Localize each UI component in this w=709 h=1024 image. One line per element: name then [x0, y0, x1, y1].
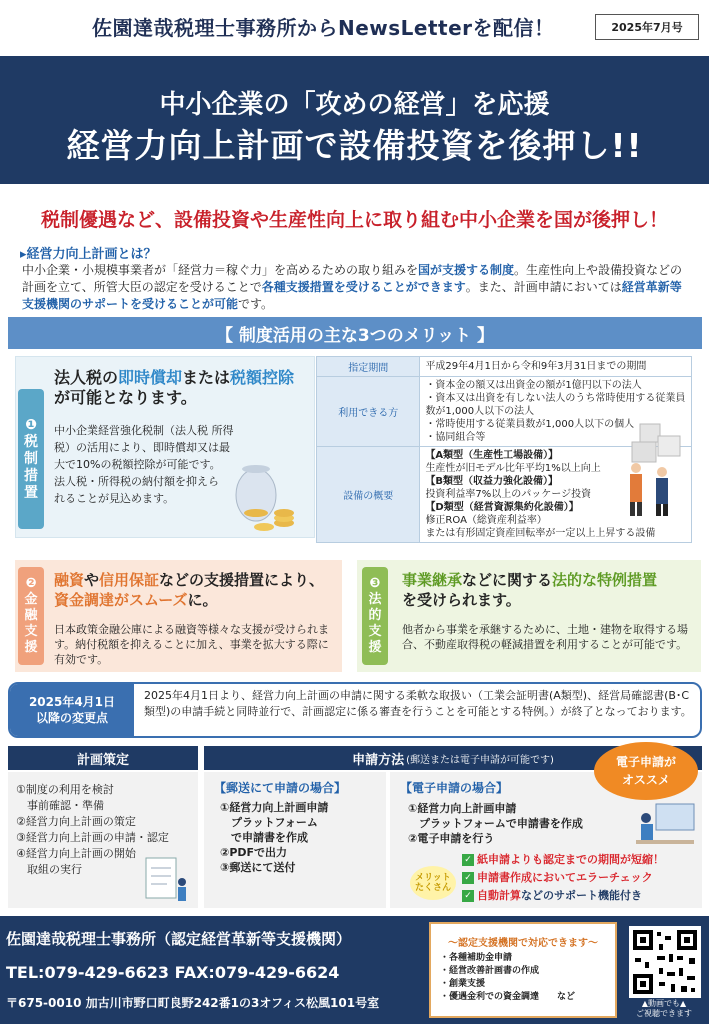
list-item: 事前確認・準備 [16, 799, 104, 812]
hero-subtitle: 中小企業の「攻めの経営」を応援 [159, 90, 550, 120]
intro-text: 中小企業・小規模事業者が「経営力＝稼ぐ力」を高めるための取り組みを国が支援する制度。生産性向上や設備投資などの計画を立て、所管大臣の認定を受けることで各種支援措置を受けることができます。また、計画申請においては経営革新等支援機関のサポートを受けることが可能です。 [22, 263, 683, 311]
list-item: 取組の実行 [16, 863, 82, 876]
e-apply-recommend-bubble: 電子申請が オススメ [594, 742, 698, 800]
table-row [317, 357, 692, 377]
apply-header: 申請方法 (郵送または電子申請が可能です) [204, 746, 702, 770]
merit-badge: メリット たくさん [410, 866, 456, 900]
list-item: ・各種補助金申請 [440, 953, 513, 963]
merits-band: 【 制度活用の主な3つのメリット 】 [8, 317, 702, 349]
hero-title: 経営力向上計画で設備投資を後押し!! [66, 126, 643, 165]
office-phone: TEL:079-429-6623 FAX:079-429-6624 [6, 963, 340, 982]
merit3-heading: 事業継承などに関する法的な特例措置 を受けられます。 [402, 571, 658, 609]
lead-headline: 税制優遇など、設備投資や生産性向上に取り組む中小企業を国が後押し！ [40, 209, 668, 231]
list-item: ・優遇金利での資金調達 など [440, 992, 576, 1002]
list-item: ①経営力向上計画申請 [220, 801, 329, 814]
mail-heading: 【郵送にて申請の場合】 [214, 781, 347, 795]
list-item: ③経営力向上計画の申請・認定 [16, 831, 169, 844]
merit1-body: 中小企業経営強化税制（法人税 所得税）の活用により、即時償却又は最大で10%の税額控除が可能です。 法人税・所得税の納付額を抑えられることが見込めます。 [54, 424, 234, 505]
newsletter-title: 佐園達哉税理士事務所からNewsLetterを配信！ [92, 16, 555, 40]
list-item: ①制度の利用を検討 [16, 783, 114, 796]
document-person-illustration [140, 852, 194, 906]
e-apply-benefits [462, 851, 702, 905]
merit2-heading: 融資や信用保証などの支援措置により、 資金調達がスムーズに。 [54, 571, 325, 609]
businessmen-boxes-illustration [618, 420, 690, 518]
issue-badge: 2025年7月号 [595, 14, 699, 40]
check-icon: ✓ [462, 872, 474, 884]
list-item: ③郵送にて送付 [220, 861, 296, 874]
equipment-label: 設備の概要 [317, 447, 420, 543]
change-text: 2025年4月1日より、経営力向上計画の申請に関する柔軟な取扱い（工業会証明書(A類型)、経営局確認書(B･C類型)の申請手続と同時並行で、計画認定に係る審査を行うことを可能とする特例。）が終了となっております。 [144, 689, 692, 718]
check-icon: ✓ [462, 890, 474, 902]
qr-caption: ▲動画でも▲ ご視聴できます [636, 999, 692, 1018]
list-item: ②経営力向上計画の策定 [16, 815, 136, 828]
merit3-tab: ❸ 法 的 支 援 [362, 567, 388, 665]
merit1-heading: 法人税の即時償却または税額控除 が可能となります。 [54, 368, 295, 407]
computer-person-illustration [632, 800, 698, 848]
list-item: ・経営改善計画書の作成 [440, 966, 540, 976]
period-value: 平成29年4月1日から令和9年3月31日までの期間 [420, 357, 692, 377]
list-item: ✓ 自動計算などのサポート機能付き [462, 887, 702, 905]
list-item: ②電子申請を行う [408, 832, 495, 845]
list-item: ・創業支援 [440, 979, 486, 989]
list-item: プラットフォーム [220, 816, 318, 829]
merit2-body: 日本政策金融公庫による融資等様々な支援が受けられます。納付税額を抑えることに加え、事業を拡大する際に有効です。 [54, 623, 329, 666]
support-list [440, 952, 612, 1004]
list-item: ✓ 紙申請よりも認定までの期間が短縮！ [462, 851, 702, 869]
office-address: 〒675-0010 加古川市野口町良野242番1の3オフィス松風101号室 [6, 996, 380, 1010]
merit1-tab: ❶ 税 制 措 置 [18, 389, 44, 529]
qr-code-icon[interactable] [629, 926, 701, 998]
intro-question: ▸経営力向上計画とは？ [20, 247, 157, 262]
plan-header: 計画策定 [8, 746, 198, 770]
check-icon: ✓ [462, 854, 474, 866]
list-item: プラットフォームで申請書を作成 [408, 817, 583, 830]
coin-jar-illustration [228, 455, 308, 535]
e-apply-heading: 【電子申請の場合】 [400, 781, 509, 795]
mail-steps [220, 800, 380, 875]
support-heading: ～認定支援機関で対応できます～ [448, 938, 598, 949]
list-item: ②PDFで出力 [220, 846, 288, 859]
list-item: で申請書を作成 [220, 831, 308, 844]
list-item: ✓ 申請書作成においてエラーチェック [462, 869, 702, 887]
change-label: 2025年4月1日 以降の変更点 [10, 684, 134, 736]
period-label: 指定期間 [317, 357, 420, 377]
eligible-value: ・資本金の額又は出資金の額が1億円以下の法人 ・資本又は出資を有しない法人のうち常時使用する従業員数が1,000人以下の法人 ・常時使用する従業員数が1,000人以下の個人 ・協同組合等 [420, 377, 692, 447]
eligible-label: 利用できる方 [317, 377, 420, 447]
list-item: ④経営力向上計画の開始 [16, 847, 136, 860]
equipment-value: 【A類型（生産性工場設備）】 生産性が旧モデル比年平均1%以上向上 【B類型（収益力強化設備）】 投資利益率7%以上のパッケージ投資 【D類型（経営資源集約化設備）】 修正ROA（総資産利益率） または有形固定資産回転率が一定以上上昇する設備 [420, 447, 692, 543]
office-name: 佐園達哉税理士事務所（認定経営革新等支援機関） [6, 930, 352, 948]
merit2-tab: ❷ 金 融 支 援 [18, 567, 44, 665]
list-item: ①経営力向上計画申請 [408, 802, 517, 815]
merit3-body: 他者から事業を承継するために、土地・建物を取得する場合、不動産取得税の軽減措置を利用することが可能です。 [402, 623, 688, 651]
